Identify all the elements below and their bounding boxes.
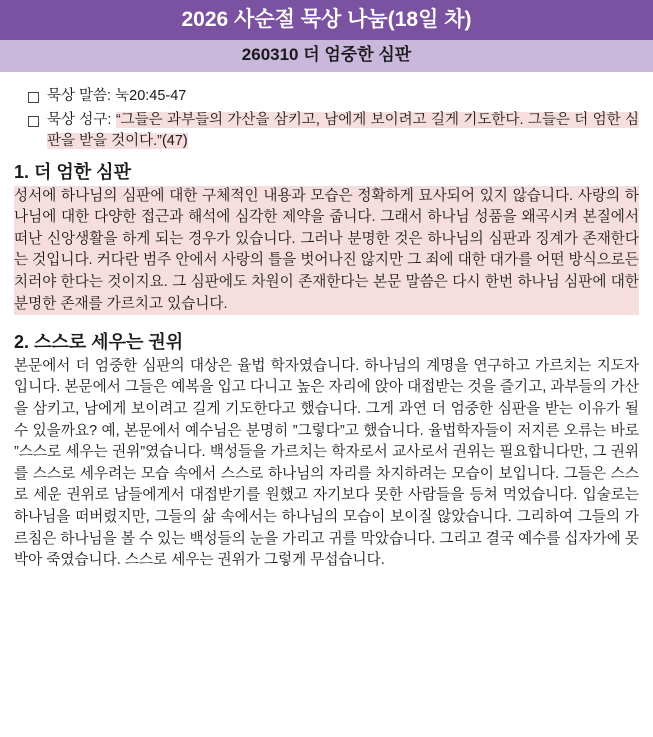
meditation-list — [14, 86, 639, 153]
list-item — [14, 110, 639, 154]
meditation-text-line — [47, 110, 639, 154]
meditation-verse-ref: 눅20:45-47 — [115, 87, 187, 104]
list-item — [14, 86, 639, 108]
section-spacer — [14, 317, 639, 323]
section-heading-1: 1. 더 엄한 심판 — [14, 162, 131, 183]
meditation-text-label: 묵상 성구: — [47, 111, 112, 128]
section-paragraph-2: 본문에서 더 엄중한 심판의 대상은 율법 학자였습니다. 하나님의 계명을 연구하고 가르치는 지도자입니다. 본문에서 그들은 예복을 입고 다니고 높은 자리에 앉아 대접받는 것을 즐기고, 과부들의 가산을 삼키고, 남에게 보이려고 길게 기도한다고 했습니다. 그게 과연 더 엄중한 심판을 받는 이유가 될 수 있을까요? 예, 본문에서 예수님은 분명히 ”그렇다”고 했습니다. 율법학자들이 저지른 오류는 바로 ”스스로 세우는 권위”였습니다. 백성들을 가르치는 학자로서 교사로서 권위는 필요합니다만, 그 권위를 스스로 세우려는 모습 속에서 스스로 하나님의 자리를 차지하려는 모습이 보입니다. 그들은 스스로 세운 권위로 남들에게서 대접받기를 원했고 자기보다 못한 사람들을 등쳐 먹었습니다. 입술로는 하나님을 떠버렸지만, 그들의 삶 속에서는 하나님의 모습이 보이질 않았습니다. 그리하여 그들의 가르침은 하나님을 볼 수 있는 백성들의 눈을 가리고 귀를 막았습니다. 그리고 결국 예수를 십자가에 못 박아 죽였습니다. 스스로 세우는 권위가 그렇게 무섭습니다. — [14, 357, 639, 569]
checkbox-icon[interactable] — [28, 92, 39, 103]
page-title: 2026 사순절 묵상 나눔(18일 차) — [0, 0, 653, 40]
section-heading-2: 2. 스스로 세우는 권위 — [14, 332, 184, 353]
page-subtitle: 260310 더 엄중한 심판 — [0, 40, 653, 72]
meditation-text-value: “그들은 과부들의 가산을 삼키고, 남에게 보이려고 길게 기도한다. 그들은 더 엄한 심판을 받을 것이다.”(47) — [47, 111, 639, 150]
meditation-verse-line — [47, 86, 639, 108]
document-body — [0, 72, 653, 572]
section-paragraph-1: 성서에 하나님의 심판에 대한 구체적인 내용과 모습은 정확하게 묘사되어 있지 않습니다. 사랑의 하나님에 대한 다양한 접근과 해석에 심각한 제약을 줍니다. 그래서 하나님 성품을 왜곡시켜 본질에서 떠난 신앙생활을 하게 되는 경우가 있습니다. 그러나 분명한 것은 하나님의 심판과 징계가 존재한다는 것입니다. 커다란 범주 안에서 사랑의 틀을 벗어나진 않지만 그 죄에 대한 대가를 어떤 방식으로든 치러야 한다는 것이지요. 그 심판에도 차원이 존재한다는 본문 말씀은 다시 한번 하나님 심판에 대한 분명한 존재를 가르치고 있습니다. — [14, 186, 639, 316]
checkbox-icon[interactable] — [28, 116, 39, 127]
meditation-verse-label: 묵상 말씀: — [47, 87, 112, 104]
